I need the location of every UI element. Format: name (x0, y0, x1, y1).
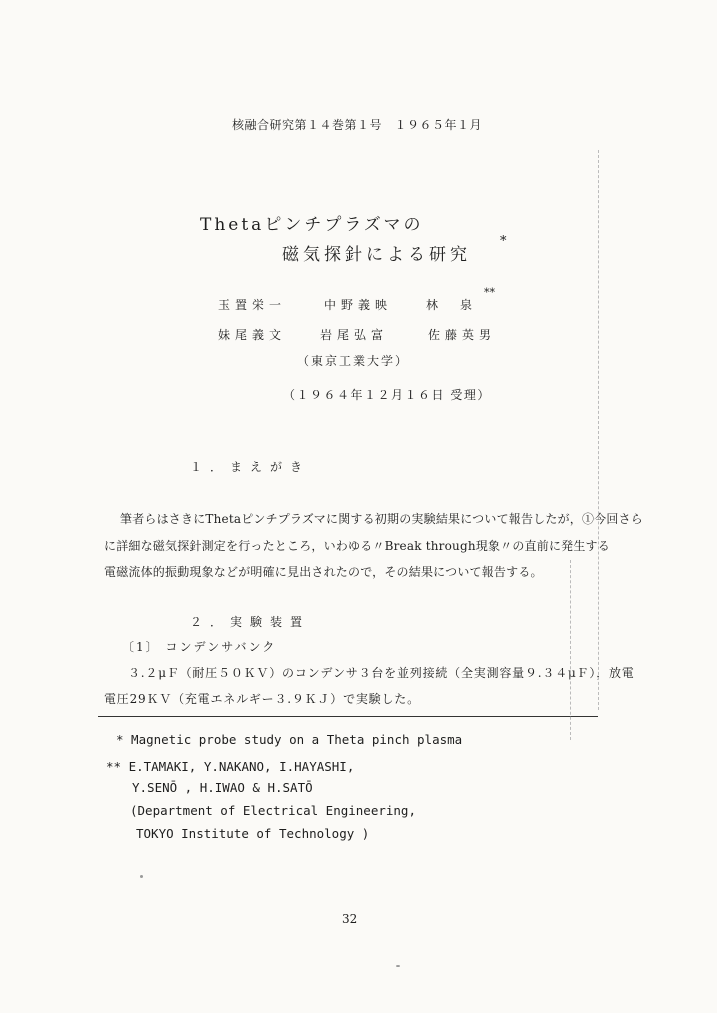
section-heading: １．まえがき (190, 460, 311, 474)
author-name: 中野義映 (324, 298, 393, 312)
section-heading: ２．実験装置 (190, 615, 311, 629)
author-footnote-mark: ** (484, 286, 495, 299)
author-name: 岩尾弘富 (320, 328, 389, 342)
scan-artifact-speck (140, 875, 143, 878)
page-number: 32 (342, 912, 358, 926)
affiliation: （東京工業大学） (297, 354, 410, 368)
footnote-affiliation-english: (Department of Electrical Engineering, (130, 803, 416, 818)
received-date: （１９６４年１２月１６日 受理） (283, 388, 491, 402)
author-name: 妹尾義文 (218, 328, 287, 342)
paper-title-line-2: 磁気探針による研究 (282, 245, 471, 265)
footnote-title-english: * Magnetic probe study on a Theta pinch plasma (116, 732, 463, 747)
body-text-line: 筆者らはさきにThetaピンチプラズマに関する初期の実験結果について報告したが，①今回さら (120, 512, 643, 526)
footnote-authors-english: Y.SENŌ , H.IWAO & H.SATŌ (132, 780, 313, 795)
subsection-heading: 〔1〕 コンデンサバンク (122, 640, 277, 654)
body-text-line: ３.２μＦ（耐圧５０ＫＶ）のコンデンサ３台を並列接続（全実測容量９.３４μＦ），放電 (128, 666, 635, 680)
scan-artifact-line (570, 560, 571, 740)
body-text-line: 電磁流体的振動現象などが明確に見出されたので，その結果について報告する。 (104, 565, 543, 579)
footnote-divider (98, 716, 598, 717)
title-footnote-mark: * (500, 234, 507, 249)
paper-title-line-1: Thetaピンチプラズマの (200, 215, 424, 235)
author-name: 林 泉 (426, 298, 478, 312)
scan-artifact-speck (396, 965, 400, 967)
footnote-affiliation-english: TOKYO Institute of Technology ) (136, 826, 370, 841)
author-name: 玉置栄一 (218, 298, 287, 312)
scan-artifact-line (598, 150, 599, 710)
body-text-line: 電圧29ＫＶ（充電エネルギー３.９ＫＪ）で実験した。 (104, 692, 420, 706)
footnote-authors-english: ** E.TAMAKI, Y.NAKANO, I.HAYASHI, (106, 759, 355, 774)
journal-header: 核融合研究第１４巻第１号 １９６５年１月 (232, 118, 483, 132)
body-text-line: に詳細な磁気探針測定を行ったところ，いわゆる〃Break through現象〃の直前に発生する (104, 539, 610, 553)
author-name: 佐藤英男 (428, 328, 497, 342)
